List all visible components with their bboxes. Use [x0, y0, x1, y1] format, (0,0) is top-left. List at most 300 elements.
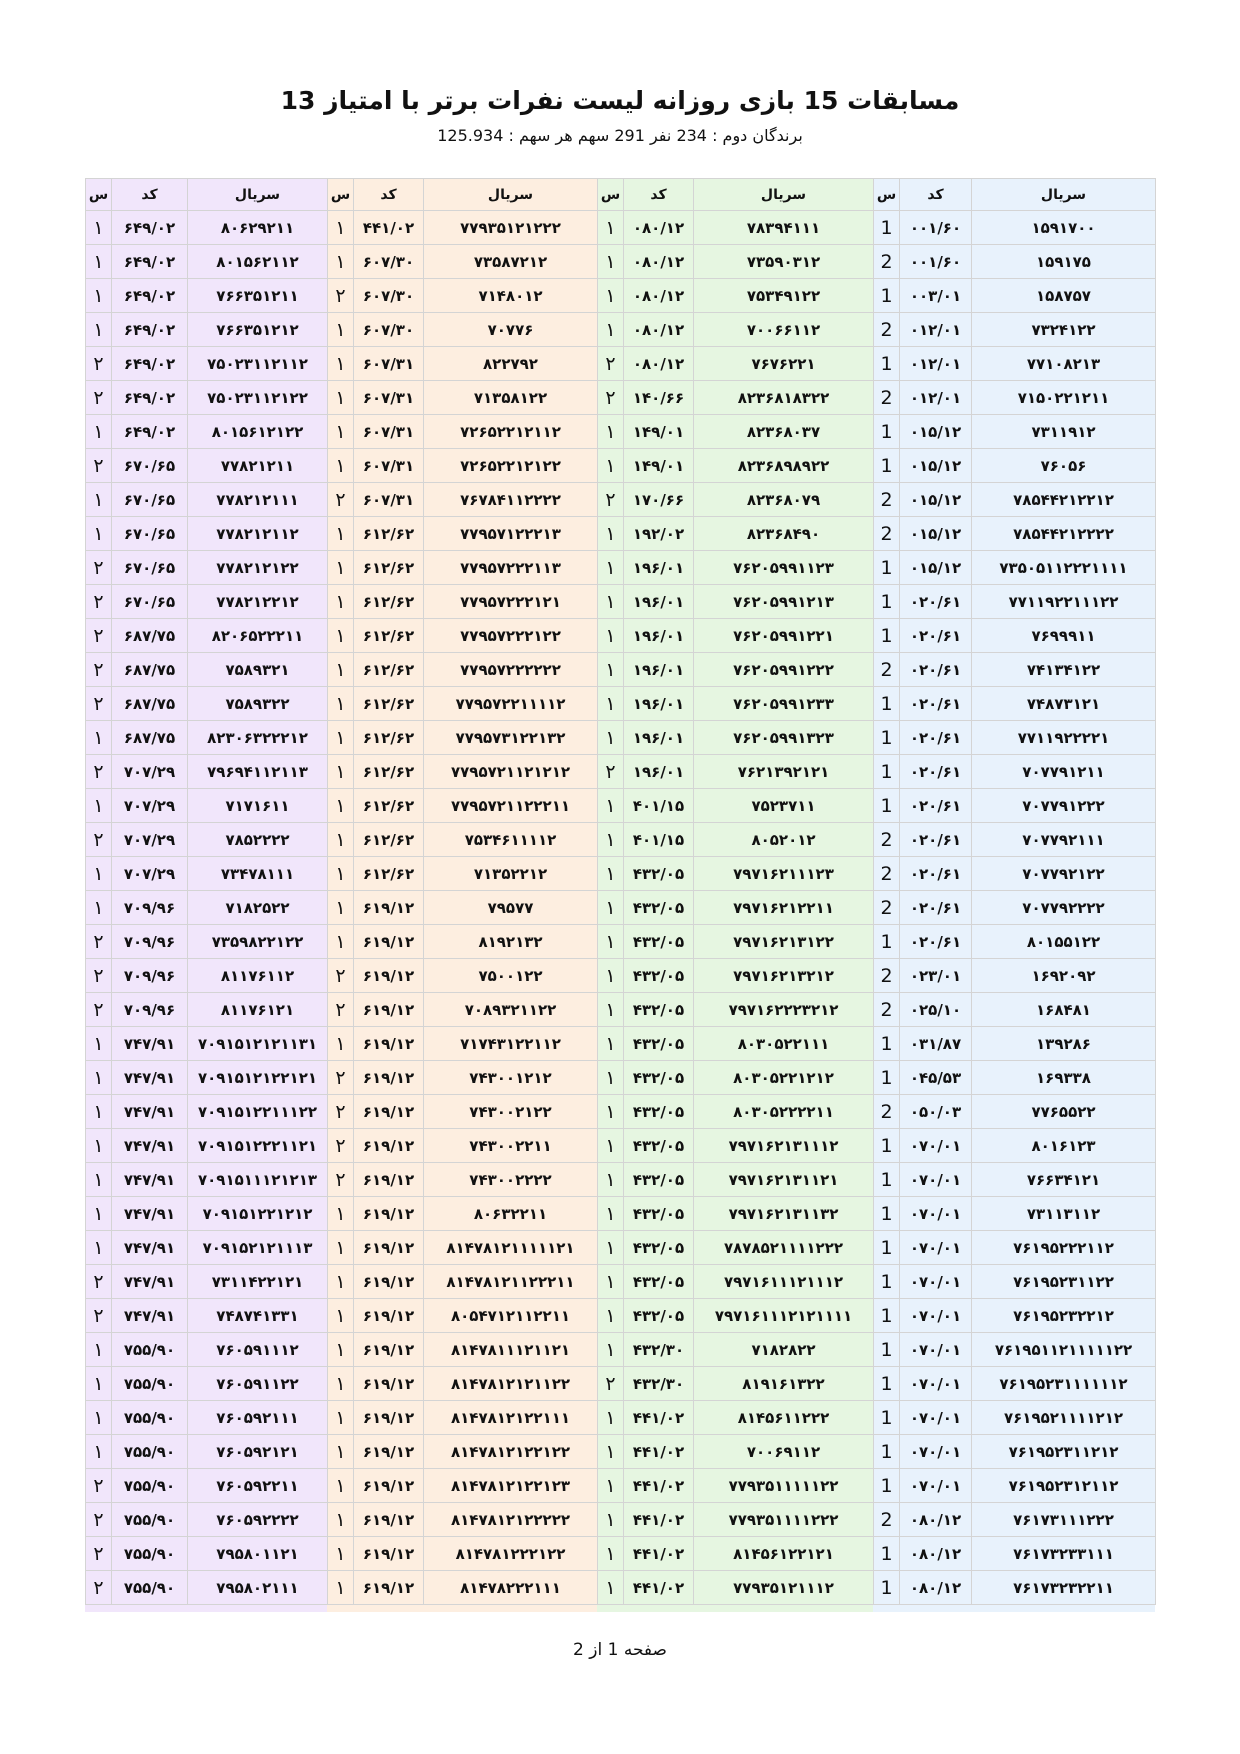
serial-cell: ۱۵۹۱۷۰۰ [972, 211, 1156, 245]
results-table [85, 178, 328, 1605]
serial-cell: ۱۳۹۲۸۶ [972, 1027, 1156, 1061]
header-share: س [86, 179, 112, 211]
serial-cell: ۸۱۴۷۸۱۲۱۲۲۱۱۱ [424, 1401, 598, 1435]
table-row [598, 721, 874, 755]
serial-cell: ۷۷۹۵۷۲۱۱۲۱۲۱۲ [424, 755, 598, 789]
serial-cell: ۷۲۶۵۲۲۱۲۱۱۲ [424, 415, 598, 449]
table-row [598, 619, 874, 653]
table-row [598, 1061, 874, 1095]
share-cell: 1 [874, 687, 900, 721]
serial-cell: ۸۲۳۶۸۹۸۹۲۲ [694, 449, 874, 483]
code-cell: ۶۷۰/۶۵ [112, 551, 188, 585]
table-row [598, 1571, 874, 1605]
code-cell: ۷۵۵/۹۰ [112, 1435, 188, 1469]
code-cell: ۶۰۷/۳۱ [354, 347, 424, 381]
table-row [598, 1095, 874, 1129]
share-cell: ۲ [86, 347, 112, 381]
code-cell: ۷۵۵/۹۰ [112, 1401, 188, 1435]
serial-cell: ۷۳۵۸۷۲۱۲ [424, 245, 598, 279]
group-2 [597, 178, 873, 1612]
code-cell: ۷۵۵/۹۰ [112, 1503, 188, 1537]
code-cell: ۶۱۹/۱۲ [354, 1469, 424, 1503]
share-cell: ۲ [328, 483, 354, 517]
table-row [86, 551, 328, 585]
table-row [874, 1537, 1156, 1571]
share-cell: 2 [874, 1095, 900, 1129]
code-cell: ۴۳۲/۰۵ [624, 993, 694, 1027]
serial-cell: ۷۱۷۴۳۱۲۲۱۱۲ [424, 1027, 598, 1061]
code-cell: ۶۱۹/۱۲ [354, 1061, 424, 1095]
share-cell: ۲ [598, 755, 624, 789]
code-cell: ۶۰۷/۳۰ [354, 245, 424, 279]
share-cell: ۱ [86, 1197, 112, 1231]
header-row [86, 179, 328, 211]
share-cell: ۲ [86, 619, 112, 653]
code-cell: ۱۹۶/۰۱ [624, 687, 694, 721]
share-cell: 2 [874, 517, 900, 551]
table-row [328, 1435, 598, 1469]
serial-cell: ۷۰۹۱۵۱۲۲۱۲۱۲ [188, 1197, 328, 1231]
table-row [328, 1061, 598, 1095]
code-cell: ۰۲۰/۶۱ [900, 925, 972, 959]
serial-cell: ۷۸۵۴۴۲۱۲۲۲۲ [972, 517, 1156, 551]
share-cell: ۱ [328, 517, 354, 551]
share-cell: ۱ [328, 449, 354, 483]
table-row [598, 1299, 874, 1333]
table-row [598, 1537, 874, 1571]
code-cell: ۰۱۵/۱۲ [900, 517, 972, 551]
table-row [598, 1503, 874, 1537]
code-cell: ۱۹۶/۰۱ [624, 653, 694, 687]
share-cell: 2 [874, 381, 900, 415]
serial-cell: ۸۰۵۲۰۱۲ [694, 823, 874, 857]
table-row [874, 857, 1156, 891]
serial-cell: ۷۰۷۷۹۲۱۲۲ [972, 857, 1156, 891]
serial-cell: ۷۰۹۱۵۱۲۲۲۱۱۲۱ [188, 1129, 328, 1163]
share-cell: ۱ [86, 721, 112, 755]
serial-cell: ۷۸۳۹۴۱۱۱ [694, 211, 874, 245]
code-cell: ۶۱۹/۱۲ [354, 1231, 424, 1265]
serial-cell: ۷۶۱۹۵۲۲۲۱۱۲ [972, 1231, 1156, 1265]
share-cell: ۱ [86, 857, 112, 891]
table-row [86, 755, 328, 789]
serial-cell: ۷۹۷۱۶۲۱۳۱۱۱۲ [694, 1129, 874, 1163]
code-cell: ۶۷۰/۶۵ [112, 449, 188, 483]
table-row [874, 789, 1156, 823]
serial-cell: ۷۶۱۹۵۱۱۲۱۱۱۱۱۲۲ [972, 1333, 1156, 1367]
code-cell: ۴۳۲/۰۵ [624, 1197, 694, 1231]
serial-cell: ۷۹۵۸۰۱۱۲۱ [188, 1537, 328, 1571]
serial-cell: ۷۶۰۵۹۱۱۱۲ [188, 1333, 328, 1367]
serial-cell: ۷۶۷۸۴۱۱۲۲۲۲ [424, 483, 598, 517]
table-row [874, 279, 1156, 313]
table-row [874, 721, 1156, 755]
share-cell: 1 [874, 925, 900, 959]
share-cell: ۱ [598, 1027, 624, 1061]
table-row [86, 1401, 328, 1435]
code-cell: ۴۴۱/۰۲ [624, 1401, 694, 1435]
serial-cell: ۱۵۸۷۵۷ [972, 279, 1156, 313]
table-row [328, 313, 598, 347]
share-cell: ۱ [86, 1367, 112, 1401]
serial-cell: ۸۱۴۷۸۱۲۱۲۲۲۲۲ [424, 1503, 598, 1537]
serial-cell: ۷۰۰۶۶۱۱۲ [694, 313, 874, 347]
code-cell: ۶۱۹/۱۲ [354, 1197, 424, 1231]
share-cell: ۲ [86, 1503, 112, 1537]
serial-cell: ۷۶۱۹۵۲۳۱۲۱۱۲ [972, 1469, 1156, 1503]
code-cell: ۶۱۹/۱۲ [354, 959, 424, 993]
table-row [328, 1401, 598, 1435]
share-cell: ۱ [328, 1333, 354, 1367]
share-cell: ۲ [598, 1367, 624, 1401]
table-row [598, 823, 874, 857]
serial-cell: ۸۰۵۴۷۱۲۱۱۲۲۱۱ [424, 1299, 598, 1333]
code-cell: ۴۳۲/۰۵ [624, 1163, 694, 1197]
share-cell: ۱ [598, 1469, 624, 1503]
serial-cell: ۷۳۱۱۴۲۲۱۲۱ [188, 1265, 328, 1299]
table-row [598, 551, 874, 585]
table-row [874, 551, 1156, 585]
share-cell: ۱ [328, 1299, 354, 1333]
share-cell: 2 [874, 993, 900, 1027]
header-row [598, 179, 874, 211]
serial-cell: ۷۷۱۰۸۲۱۳ [972, 347, 1156, 381]
share-cell: ۱ [328, 721, 354, 755]
table-row [598, 789, 874, 823]
code-cell: ۶۱۹/۱۲ [354, 1367, 424, 1401]
code-cell: ۷۵۵/۹۰ [112, 1333, 188, 1367]
table-row [328, 483, 598, 517]
share-cell: 1 [874, 789, 900, 823]
page-footer: صفحه 1 از 2 [573, 1640, 667, 1660]
code-cell: ۷۰۹/۹۶ [112, 993, 188, 1027]
serial-cell: ۷۴۳۰۰۲۲۲۲ [424, 1163, 598, 1197]
table-row [598, 1265, 874, 1299]
serial-cell: ۸۱۴۵۶۱۱۲۲۲ [694, 1401, 874, 1435]
table-row [328, 1027, 598, 1061]
serial-cell: ۷۶۱۹۵۲۳۱۱۱۱۱۱۲ [972, 1367, 1156, 1401]
share-cell: ۱ [328, 381, 354, 415]
serial-cell: ۷۰۹۱۵۲۱۲۱۱۱۳ [188, 1231, 328, 1265]
share-cell: 2 [874, 653, 900, 687]
table-row [86, 1299, 328, 1333]
code-cell: ۶۷۰/۶۵ [112, 483, 188, 517]
share-cell: ۲ [86, 1299, 112, 1333]
code-cell: ۴۰۱/۱۵ [624, 823, 694, 857]
share-cell: ۱ [598, 313, 624, 347]
serial-cell: ۷۹۷۱۶۲۱۲۲۱۱ [694, 891, 874, 925]
code-cell: ۷۴۷/۹۱ [112, 1231, 188, 1265]
code-cell: ۰۴۵/۵۳ [900, 1061, 972, 1095]
serial-cell: ۷۹۵۷۷ [424, 891, 598, 925]
table-row [328, 619, 598, 653]
table-row [86, 653, 328, 687]
code-cell: ۰۳۱/۸۷ [900, 1027, 972, 1061]
serial-cell: ۸۰۳۰۵۲۲۱۲۱۲ [694, 1061, 874, 1095]
share-cell: ۱ [328, 1265, 354, 1299]
code-cell: ۷۴۷/۹۱ [112, 1299, 188, 1333]
table-row [874, 1061, 1156, 1095]
serial-cell: ۸۰۶۲۹۲۱۱ [188, 211, 328, 245]
table-row [874, 1197, 1156, 1231]
serial-cell: ۷۵۲۳۷۱۱ [694, 789, 874, 823]
code-cell: ۶۱۹/۱۲ [354, 1537, 424, 1571]
share-cell: 1 [874, 619, 900, 653]
code-cell: ۱۹۶/۰۱ [624, 755, 694, 789]
share-cell: 1 [874, 279, 900, 313]
table-row [874, 755, 1156, 789]
serial-cell: ۸۱۴۷۸۱۲۱۲۲۱۲۳ [424, 1469, 598, 1503]
code-cell: ۶۴۹/۰۲ [112, 347, 188, 381]
header-code: کد [354, 179, 424, 211]
share-cell: 2 [874, 245, 900, 279]
header-code: کد [900, 179, 972, 211]
share-cell: ۱ [598, 1571, 624, 1605]
share-cell: 1 [874, 1265, 900, 1299]
serial-cell: ۷۰۸۹۳۲۱۱۲۲ [424, 993, 598, 1027]
table-row [598, 347, 874, 381]
share-cell: ۱ [598, 1299, 624, 1333]
share-cell: ۱ [328, 619, 354, 653]
share-cell: ۲ [86, 755, 112, 789]
serial-cell: ۷۸۵۴۴۲۱۲۲۱۲ [972, 483, 1156, 517]
serial-cell: ۷۷۹۵۷۲۱۱۲۲۲۱۱ [424, 789, 598, 823]
code-cell: ۷۴۷/۹۱ [112, 1163, 188, 1197]
table-row [328, 789, 598, 823]
code-cell: ۰۲۰/۶۱ [900, 721, 972, 755]
share-cell: 1 [874, 415, 900, 449]
table-row [328, 347, 598, 381]
code-cell: ۶۴۹/۰۲ [112, 245, 188, 279]
share-cell: ۱ [328, 415, 354, 449]
table-row [86, 925, 328, 959]
table-row [874, 1027, 1156, 1061]
share-cell: 1 [874, 1435, 900, 1469]
table-row [598, 925, 874, 959]
code-cell: ۰۷۰/۰۱ [900, 1367, 972, 1401]
serial-cell: ۸۰۶۳۲۲۱۱ [424, 1197, 598, 1231]
share-cell: 2 [874, 823, 900, 857]
share-cell: ۱ [598, 415, 624, 449]
table-row [86, 449, 328, 483]
serial-cell: ۷۶۷۶۲۲۱ [694, 347, 874, 381]
serial-cell: ۷۶۱۷۳۱۱۱۲۲۲ [972, 1503, 1156, 1537]
serial-cell: ۷۶۲۰۵۹۹۱۳۲۳ [694, 721, 874, 755]
share-cell: 2 [874, 313, 900, 347]
code-cell: ۶۱۹/۱۲ [354, 1163, 424, 1197]
serial-cell: ۷۵۰۲۳۱۱۲۱۱۲ [188, 347, 328, 381]
table-row [874, 211, 1156, 245]
code-cell: ۴۳۲/۰۵ [624, 925, 694, 959]
share-cell: 2 [874, 891, 900, 925]
code-cell: ۰۲۰/۶۱ [900, 857, 972, 891]
table-row [86, 687, 328, 721]
share-cell: ۱ [598, 1333, 624, 1367]
share-cell: ۲ [86, 653, 112, 687]
table-row [86, 1061, 328, 1095]
table-row [328, 1469, 598, 1503]
code-cell: ۶۱۲/۶۲ [354, 857, 424, 891]
table-row [874, 1401, 1156, 1435]
code-cell: ۴۴۱/۰۲ [624, 1435, 694, 1469]
share-cell: ۱ [86, 245, 112, 279]
share-cell: ۱ [86, 1401, 112, 1435]
table-row [598, 415, 874, 449]
share-cell: ۱ [86, 1231, 112, 1265]
serial-cell: ۷۴۳۰۰۲۲۱۱ [424, 1129, 598, 1163]
code-cell: ۰۸۰/۱۲ [624, 347, 694, 381]
table-row [328, 1503, 598, 1537]
serial-cell: ۷۷۸۲۱۲۱۱۱ [188, 483, 328, 517]
share-cell: 1 [874, 1367, 900, 1401]
code-cell: ۶۴۹/۰۲ [112, 381, 188, 415]
table-row [86, 1231, 328, 1265]
serial-cell: ۷۰۰۶۹۱۱۲ [694, 1435, 874, 1469]
table-row [598, 755, 874, 789]
serial-cell: ۷۶۰۵۹۲۲۲۲ [188, 1503, 328, 1537]
code-cell: ۴۴۱/۰۲ [354, 211, 424, 245]
table-row [598, 211, 874, 245]
serial-cell: ۷۶۰۵۹۲۱۱۱ [188, 1401, 328, 1435]
serial-cell: ۷۳۴۷۸۱۱۱ [188, 857, 328, 891]
share-cell: ۱ [598, 211, 624, 245]
code-cell: ۶۱۹/۱۲ [354, 1265, 424, 1299]
serial-cell: ۷۹۷۱۶۱۱۱۲۱۱۱۲ [694, 1265, 874, 1299]
serial-cell: ۸۰۳۰۵۲۲۲۲۱۱ [694, 1095, 874, 1129]
code-cell: ۴۴۱/۰۲ [624, 1469, 694, 1503]
serial-cell: ۷۱۳۵۸۱۲۲ [424, 381, 598, 415]
table-row [86, 381, 328, 415]
code-cell: ۶۱۲/۶۲ [354, 585, 424, 619]
share-cell: ۱ [598, 721, 624, 755]
serial-cell: ۸۲۳۶۸۴۹۰ [694, 517, 874, 551]
serial-cell: ۷۸۷۸۵۲۱۱۱۱۲۲۲ [694, 1231, 874, 1265]
share-cell: ۱ [86, 1333, 112, 1367]
table-row [598, 1129, 874, 1163]
code-cell: ۴۰۱/۱۵ [624, 789, 694, 823]
code-cell: ۰۸۰/۱۲ [900, 1537, 972, 1571]
table-row [328, 687, 598, 721]
table-row [598, 1469, 874, 1503]
share-cell: 1 [874, 585, 900, 619]
table-row [328, 1163, 598, 1197]
table-row [598, 313, 874, 347]
table-row [874, 415, 1156, 449]
table-row [598, 381, 874, 415]
share-cell: ۱ [86, 211, 112, 245]
serial-cell: ۷۱۳۵۲۲۱۲ [424, 857, 598, 891]
code-cell: ۰۷۰/۰۱ [900, 1469, 972, 1503]
table-row [328, 415, 598, 449]
serial-cell: ۷۵۸۹۳۲۲ [188, 687, 328, 721]
code-cell: ۷۰۷/۲۹ [112, 755, 188, 789]
serial-cell: ۷۶۱۹۵۲۳۲۲۱۲ [972, 1299, 1156, 1333]
serial-cell: ۷۰۹۱۵۱۲۱۲۱۱۳۱ [188, 1027, 328, 1061]
serial-cell: ۷۷۹۵۷۲۲۲۱۱۳ [424, 551, 598, 585]
serial-cell: ۷۰۷۷۶ [424, 313, 598, 347]
serial-cell: ۷۷۹۵۷۲۲۲۱۲۱ [424, 585, 598, 619]
share-cell: 1 [874, 347, 900, 381]
serial-cell: ۱۵۹۱۷۵ [972, 245, 1156, 279]
table-row [86, 1265, 328, 1299]
serial-cell: ۷۷۹۵۷۱۲۲۲۱۳ [424, 517, 598, 551]
table-row [328, 1367, 598, 1401]
serial-cell: ۷۹۷۱۶۲۱۳۱۱۳۲ [694, 1197, 874, 1231]
serial-cell: ۱۶۸۴۸۱ [972, 993, 1156, 1027]
table-row [86, 1503, 328, 1537]
table-row [598, 1163, 874, 1197]
serial-cell: ۷۰۹۱۵۱۲۲۱۱۱۲۲ [188, 1095, 328, 1129]
table-row [86, 1333, 328, 1367]
table-row [598, 1197, 874, 1231]
share-cell: ۱ [328, 1503, 354, 1537]
serial-cell: ۷۷۸۲۱۲۱۱ [188, 449, 328, 483]
serial-cell: ۷۰۷۷۹۱۲۲۲ [972, 789, 1156, 823]
share-cell: ۱ [598, 959, 624, 993]
share-cell: 1 [874, 1401, 900, 1435]
header-row [328, 179, 598, 211]
table-row [86, 1435, 328, 1469]
share-cell: ۱ [328, 1571, 354, 1605]
serial-cell: ۷۳۵۹۰۳۱۲ [694, 245, 874, 279]
serial-cell: ۷۹۷۱۶۱۱۱۲۱۲۱۱۱۱ [694, 1299, 874, 1333]
code-cell: ۰۱۵/۱۲ [900, 483, 972, 517]
code-cell: ۶۱۲/۶۲ [354, 721, 424, 755]
table-row [874, 347, 1156, 381]
share-cell: ۱ [598, 1163, 624, 1197]
code-cell: ۶۱۹/۱۲ [354, 1299, 424, 1333]
share-cell: ۱ [598, 1129, 624, 1163]
header-code: کد [624, 179, 694, 211]
code-cell: ۰۸۰/۱۲ [900, 1571, 972, 1605]
table-row [328, 755, 598, 789]
code-cell: ۶۴۹/۰۲ [112, 279, 188, 313]
code-cell: ۶۱۹/۱۲ [354, 1435, 424, 1469]
table-row [86, 415, 328, 449]
serial-cell: ۸۱۴۷۸۱۲۲۲۱۲۲ [424, 1537, 598, 1571]
table-row [86, 1027, 328, 1061]
share-cell: ۱ [328, 1401, 354, 1435]
share-cell: ۲ [86, 381, 112, 415]
code-cell: ۶۱۹/۱۲ [354, 993, 424, 1027]
code-cell: ۱۴۹/۰۱ [624, 415, 694, 449]
table-row [328, 959, 598, 993]
share-cell: ۱ [598, 619, 624, 653]
table-row [328, 823, 598, 857]
serial-cell: ۷۷۹۳۵۱۱۱۱۲۲۲ [694, 1503, 874, 1537]
share-cell: 2 [874, 1503, 900, 1537]
table-row [86, 891, 328, 925]
share-cell: ۱ [328, 1367, 354, 1401]
code-cell: ۶۴۹/۰۲ [112, 415, 188, 449]
share-cell: 1 [874, 755, 900, 789]
share-cell: ۱ [328, 653, 354, 687]
code-cell: ۱۴۹/۰۱ [624, 449, 694, 483]
code-cell: ۰۷۰/۰۱ [900, 1435, 972, 1469]
table-row [874, 891, 1156, 925]
serial-cell: ۸۱۴۵۶۱۲۲۱۲۱ [694, 1537, 874, 1571]
share-cell: ۱ [598, 891, 624, 925]
serial-cell: ۷۶۲۱۳۹۲۱۲۱ [694, 755, 874, 789]
code-cell: ۰۰۱/۶۰ [900, 211, 972, 245]
table-row [328, 925, 598, 959]
table-row [328, 517, 598, 551]
code-cell: ۱۹۲/۰۲ [624, 517, 694, 551]
serial-cell: ۷۶۲۰۵۹۹۱۲۲۱ [694, 619, 874, 653]
code-cell: ۰۷۰/۰۱ [900, 1163, 972, 1197]
table-row [328, 1333, 598, 1367]
share-cell: ۱ [328, 755, 354, 789]
